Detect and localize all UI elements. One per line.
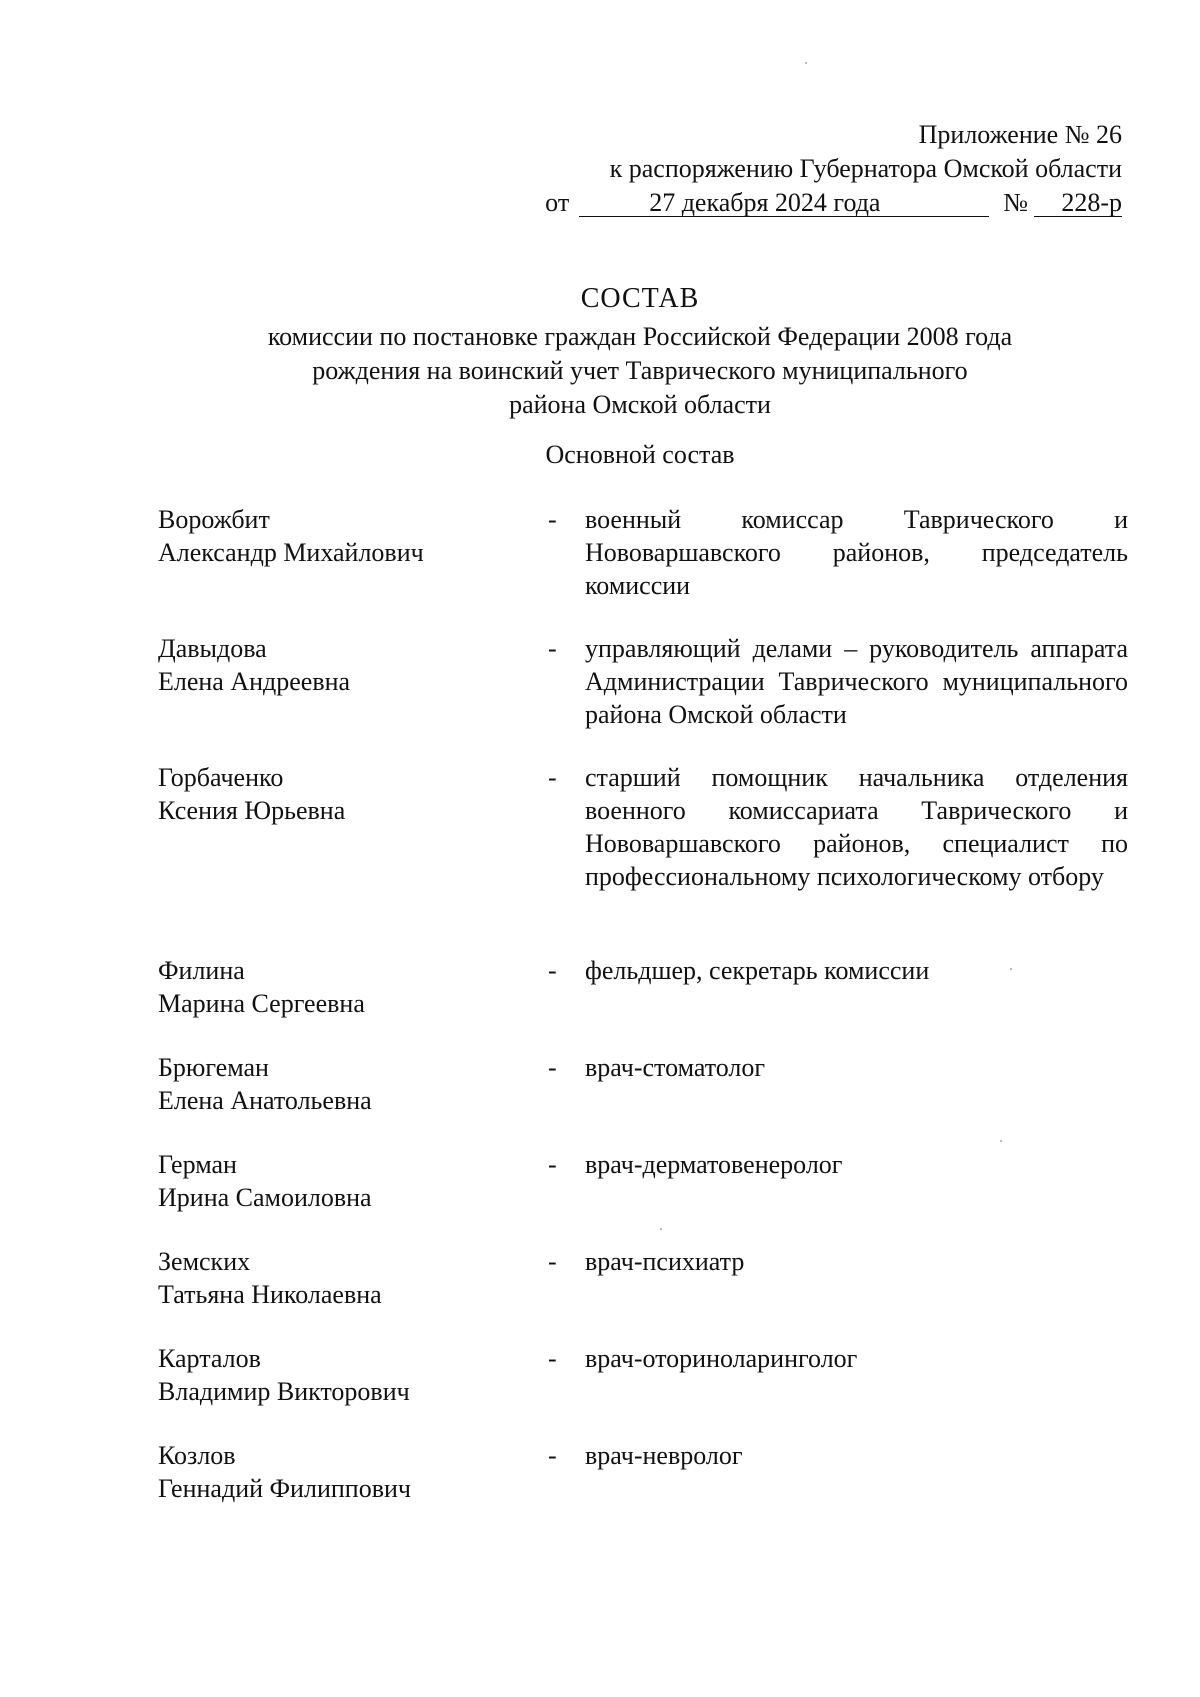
appendix-number: Приложение № 26 bbox=[918, 120, 1122, 149]
separator-dash: - bbox=[548, 1344, 557, 1373]
member-name bbox=[158, 1245, 538, 1311]
member-surname: Ворожбит bbox=[158, 505, 270, 534]
separator-dash: - bbox=[548, 1053, 557, 1082]
member-name bbox=[158, 1439, 538, 1505]
member-given-name: Татьяна Николаевна bbox=[158, 1280, 382, 1309]
from-label: от bbox=[545, 188, 570, 217]
member-given-name: Елена Андреевна bbox=[158, 667, 351, 696]
member-surname: Филина bbox=[158, 956, 245, 985]
member-role: врач-дерматовенеролог bbox=[585, 1150, 843, 1179]
number-label: № bbox=[1003, 188, 1028, 217]
title-line-3: района Омской области bbox=[509, 390, 771, 419]
decree-number: 228-р bbox=[1034, 190, 1122, 217]
member-role: врач-стоматолог bbox=[585, 1053, 766, 1082]
member-surname: Горбаченко bbox=[158, 763, 284, 792]
scan-speck bbox=[805, 62, 807, 64]
member-name bbox=[158, 1051, 538, 1117]
separator-dash: - bbox=[548, 1441, 557, 1470]
member-surname: Козлов bbox=[158, 1441, 236, 1470]
member-role: старший помощник начальника отделения военного комиссариата Таврического и Нововаршавского районов, специалист по профессиональному психологическому отбору bbox=[585, 763, 1128, 891]
member-name bbox=[158, 503, 538, 569]
member-role: врач-невролог bbox=[585, 1441, 743, 1470]
member-given-name: Владимир Викторович bbox=[158, 1377, 410, 1406]
decree-date: 27 декабря 2024 года bbox=[579, 190, 989, 217]
member-role: фельдшер, секретарь комиссии bbox=[585, 956, 930, 985]
member-name bbox=[158, 954, 538, 1020]
member-surname: Карталов bbox=[158, 1344, 261, 1373]
member-surname: Земских bbox=[158, 1247, 251, 1276]
separator-dash: - bbox=[548, 1150, 557, 1179]
separator-dash: - bbox=[548, 505, 557, 534]
order-reference: к распоряжению Губернатора Омской области bbox=[609, 154, 1122, 183]
member-role: врач-оториноларинголог bbox=[585, 1344, 858, 1373]
title-main: СОСТАВ bbox=[580, 283, 700, 314]
separator-dash: - bbox=[548, 763, 557, 792]
member-name bbox=[158, 761, 538, 827]
separator-dash: - bbox=[548, 956, 557, 985]
scan-speck bbox=[660, 1228, 662, 1230]
member-name bbox=[158, 1148, 538, 1214]
document-title bbox=[150, 282, 1130, 422]
title-line-2: рождения на воинский учет Таврического муниципального bbox=[312, 356, 968, 385]
member-role: управляющий делами – руководитель аппарата Администрации Таврического муниципального района Омской области bbox=[585, 634, 1128, 729]
member-surname: Давыдова bbox=[158, 634, 267, 663]
title-line-1: комиссии по постановке граждан Российской Федерации 2008 года bbox=[267, 322, 1013, 351]
member-name bbox=[158, 632, 538, 698]
member-given-name: Геннадий Филиппович bbox=[158, 1474, 411, 1503]
section-heading: Основной состав bbox=[545, 440, 735, 469]
separator-dash: - bbox=[548, 634, 557, 663]
decree-line bbox=[540, 186, 1122, 220]
member-given-name: Елена Анатольевна bbox=[158, 1086, 372, 1115]
member-name bbox=[158, 1342, 538, 1408]
member-surname: Герман bbox=[158, 1150, 237, 1179]
appendix-header bbox=[540, 118, 1122, 220]
member-given-name: Марина Сергеевна bbox=[158, 989, 365, 1018]
member-surname: Брюгеман bbox=[158, 1053, 269, 1082]
scan-speck bbox=[1010, 968, 1012, 970]
scan-speck bbox=[1000, 1140, 1002, 1142]
member-role: врач-психиатр bbox=[585, 1247, 745, 1276]
member-role: военный комиссар Таврического и Нововаршавского районов, председатель комиссии bbox=[585, 505, 1128, 600]
member-given-name: Ксения Юрьевна bbox=[158, 796, 346, 825]
member-given-name: Александр Михайлович bbox=[158, 538, 424, 567]
member-given-name: Ирина Самоиловна bbox=[158, 1183, 372, 1212]
separator-dash: - bbox=[548, 1247, 557, 1276]
